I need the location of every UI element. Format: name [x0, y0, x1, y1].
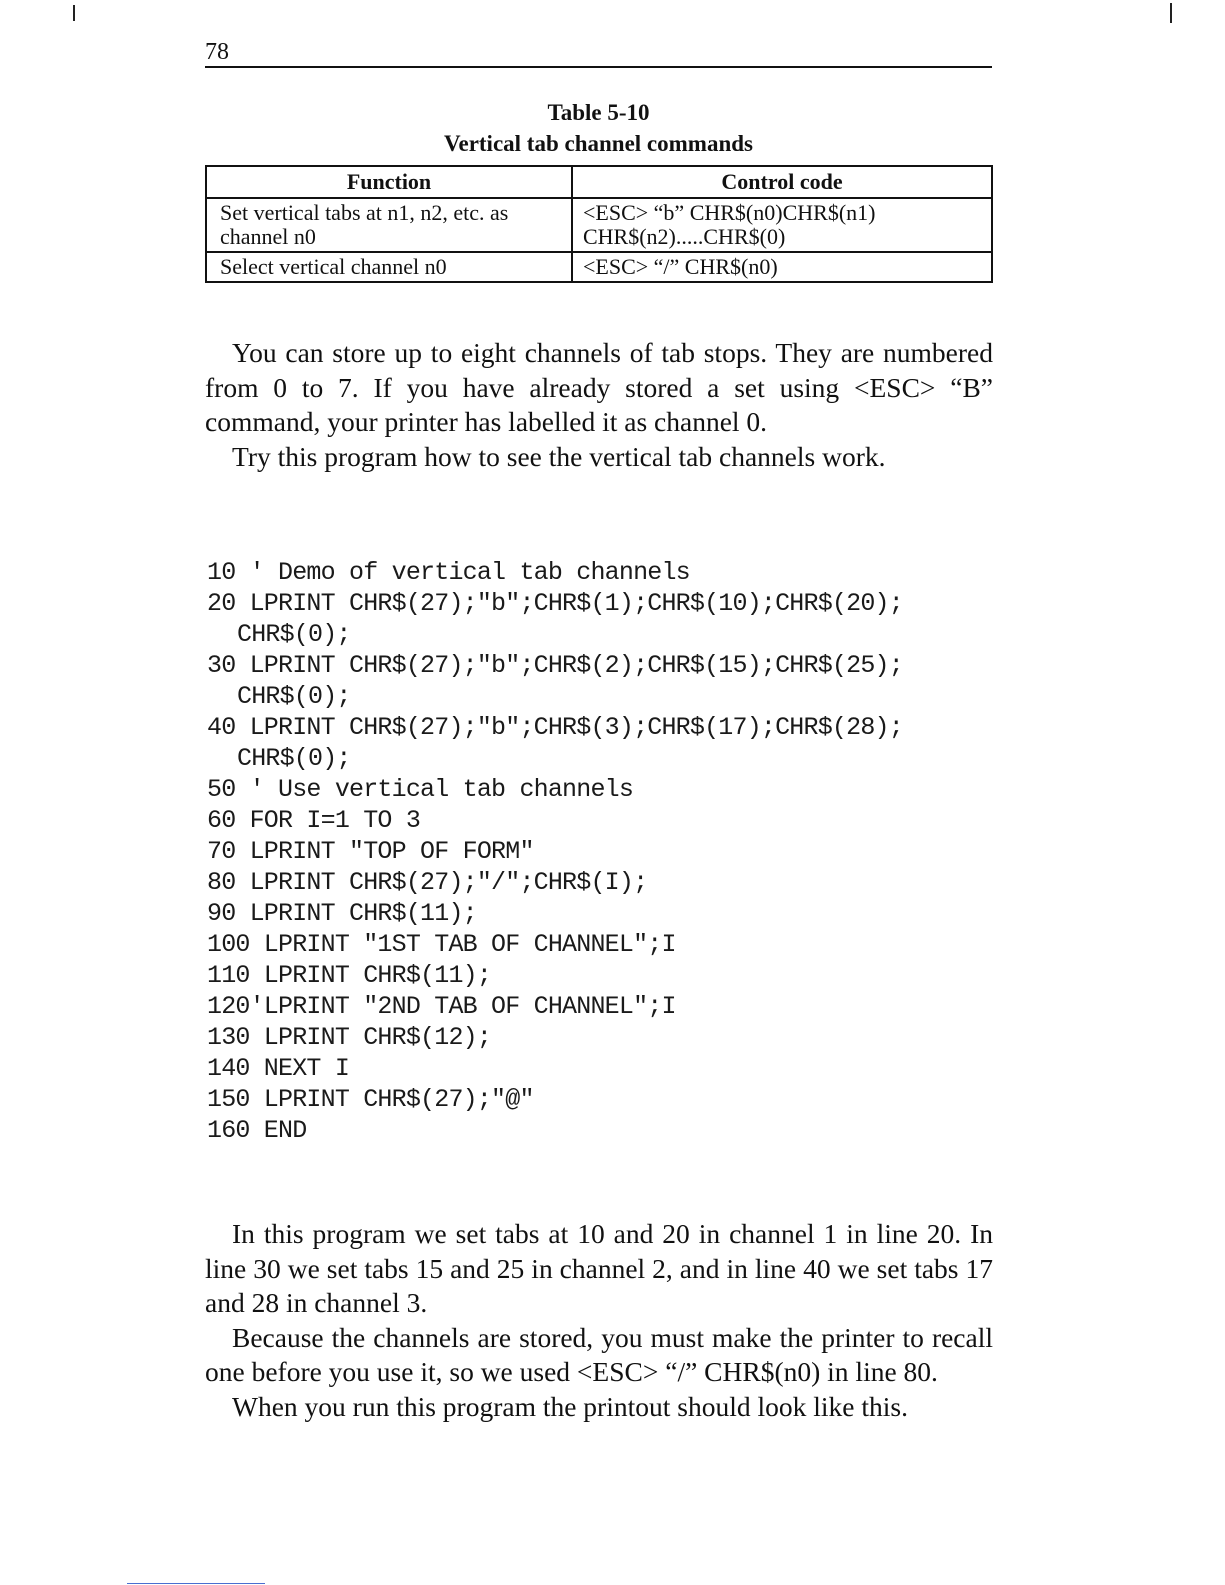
table-row: [206, 252, 992, 282]
row-function: Select vertical channel n0: [206, 252, 572, 282]
code-line: 160 END: [207, 1116, 307, 1145]
code-line: 150 LPRINT CHR$(27);"@": [207, 1085, 534, 1114]
scan-edge-mark-left: [73, 5, 75, 21]
code-line: 90 LPRINT CHR$(11);: [207, 899, 477, 928]
explanation-paragraphs: [205, 1217, 993, 1424]
row-control-code: <ESC> “b” CHR$(n0)CHR$(n1) CHR$(n2).....CHR$(0): [572, 198, 992, 252]
code-line: 80 LPRINT CHR$(27);"/";CHR$(I);: [207, 868, 648, 897]
intro-paragraphs: [205, 336, 993, 474]
table-header-row: [206, 166, 992, 198]
paragraph: Because the channels are stored, you must make the printer to recall one before you use it, so we used <ESC> “/” CHR$(n0) in line 80.: [205, 1321, 993, 1387]
header-function: Function: [206, 166, 572, 198]
paragraph: When you run this program the printout should look like this.: [232, 1390, 908, 1422]
paragraph: Try this program how to see the vertical tab channels work.: [232, 440, 886, 472]
command-table: [205, 165, 993, 283]
code-line: 50 ' Use vertical tab channels: [207, 775, 634, 804]
row-control-code: <ESC> “/” CHR$(n0): [572, 252, 992, 282]
page-number: 78: [205, 39, 229, 65]
code-listing: [207, 557, 903, 1146]
scan-edge-mark-right: [1170, 3, 1172, 23]
header-control-code: Control code: [572, 166, 992, 198]
row-function: Set vertical tabs at n1, n2, etc. as channel n0: [206, 198, 572, 252]
code-line: 40 LPRINT CHR$(27);"b";CHR$(3);CHR$(17);CHR$(28);: [207, 713, 903, 742]
code-line: 100 LPRINT "1ST TAB OF CHANNEL";I: [207, 930, 676, 959]
paragraph: You can store up to eight channels of tab stops. They are numbered from 0 to 7. If you have already stored a set using <ESC> “B” command, your printer has labelled it as channel 0.: [205, 337, 993, 437]
paragraph: In this program we set tabs at 10 and 20 in channel 1 in line 20. In line 30 we set tabs 15 and 25 in channel 2, and in line 40 we set tabs 17 and 28 in channel 3.: [205, 1218, 993, 1318]
code-line: 140 NEXT I: [207, 1054, 350, 1083]
table-row: [206, 198, 992, 252]
code-line-continuation: CHR$(0);: [237, 620, 351, 649]
header-rule: [205, 66, 992, 68]
code-line: 110 LPRINT CHR$(11);: [207, 961, 492, 990]
bottom-edge-mark: [127, 1583, 265, 1584]
code-line: 10 ' Demo of vertical tab channels: [207, 558, 690, 587]
code-line: 30 LPRINT CHR$(27);"b";CHR$(2);CHR$(15);CHR$(25);: [207, 651, 903, 680]
table-number: Table 5-10: [547, 100, 650, 125]
code-line: 60 FOR I=1 TO 3: [207, 806, 421, 835]
code-line: 70 LPRINT "TOP OF FORM": [207, 837, 534, 866]
code-line-continuation: CHR$(0);: [237, 682, 351, 711]
code-line: 20 LPRINT CHR$(27);"b";CHR$(1);CHR$(10);CHR$(20);: [207, 589, 903, 618]
code-line: 120'LPRINT "2ND TAB OF CHANNEL";I: [207, 992, 676, 1021]
code-line-continuation: CHR$(0);: [237, 744, 351, 773]
code-line: 130 LPRINT CHR$(12);: [207, 1023, 492, 1052]
table-title: Vertical tab channel commands: [443, 131, 753, 156]
